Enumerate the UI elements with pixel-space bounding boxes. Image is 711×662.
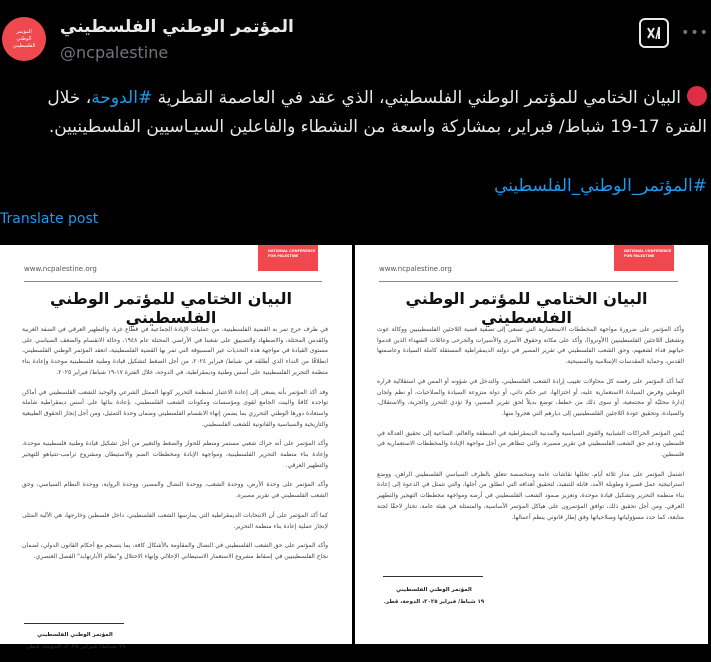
document-paragraph: يُثمن المؤتمر الحراكات الشبابية والقوى السياسية والمدنية الديمقراطية في المنطقة والعالم، الساعية إلى تحقيق العدالة في فلسطين ودعم حق الشعب الفلسطيني في تقرير مصيره، والتي تتظاهر من أجل مواجهة الإبادة والمخططات الاستعمارية في فلسطين. (377, 429, 684, 459)
signature-line: المؤتمر الوطني الفلسطيني (37, 632, 113, 638)
document-body (377, 325, 684, 532)
media-gallery (0, 245, 708, 650)
document-signature (20, 629, 130, 653)
document-title: البيان الختامي للمؤتمر الوطني الفلسطيني (405, 289, 648, 327)
document-signature (379, 584, 489, 608)
brand-logo (258, 245, 318, 271)
media-image-1[interactable] (0, 245, 352, 650)
post-text (10, 84, 707, 142)
red-circle-icon (687, 86, 707, 106)
document-paragraph: اشتمل المؤتمر على مدار ثلاثة أيام، تخللها نقاشات عامة ومتخصصة تتعلق بالظرف السياسي الفلسطيني الراهن، ووضع استراتيجية عمل قصيرة وطويلة الأمد، قابلة للتنفيذ، لتحقيق أهدافه التي انطلق من أجلها، والتي تتمثل في الدعوة إلى إعادة بناء منظمة التحرير وتشكيل قيادة موحدة، وتعزيز صمود الشعب الفلسطيني في أرضه ومواجهة مخططات التهجير والتطهير العرقي. ومن أجل تحقيق ذلك، توافق المؤتمرون على هياكل المؤتمر الأساسية، والمتمثلة في هيئة عامة، تختار لاحقًا لجنة متابعة، كما حدد مسؤولياتها وصلاحياتها وفق إطار قانوني ينظم أعمالها. (377, 470, 684, 521)
divider (24, 281, 322, 282)
document-paragraph: وأكد المؤتمر على أنه حراك شعبي مستمر ومنظم للحوار والضغط والتغيير من أجل تشكيل قيادة وطنية فلسطينية موحدة، وإعادة بناء منظمة التحرير الفلسطينية، ومواجهة الإبادة ومخططات الضم والاستيطان ومشروع ترامب-نتنياهو للتهجير والتطهير العرقي. (22, 440, 328, 469)
document-site-url: www.ncpalestine.org (24, 265, 97, 273)
document-paragraph: وقد أكد المؤتمر بأنه يسعى إلى إعادة الاعتبار لمنظمة التحرير كونها الممثل الشرعي والوحيد للشعب الفلسطيني في أماكن تواجده كافةً والبيت الجامع لقوى ومؤسسات ومكونات الشعب الفلسطيني، بإعادة بنائها على أسس ديمقراطية شاملة واستعادة دورها الوطني التحرري بما يضمن إنهاء الانقسام الفلسطيني وضمان وحدة التمثيل، ومن أجل إنجاز الحقوق الطبيعية والتاريخية والسياسية والقانونية للشعب الفلسطيني. (22, 388, 328, 428)
post-text-part: البيان الختامي للمؤتمر الوطني الفلسطيني، الذي عقد في العاصمة القطرية (152, 88, 681, 108)
document-paragraph: وأكد المؤتمر على حق الشعب الفلسطيني في النضال والمقاومة بالأشكال كافة، بما ينسجم مع أحكام القانون الدولي، لضمان نجاح الفلسطينيين في إسقاط مشروع الاستعمار الاستيطاني الإحلالي وإنهاء الاحتلال و"نظام الأبارتهايد" الفصل العنصري. (22, 542, 328, 560)
signature-line: ١٩ شباط/ فبراير ٢٠٢٥، الدوحة، قطر. (383, 599, 485, 605)
translate-post-link[interactable]: Translate post (0, 211, 99, 227)
brand-text: NATIONAL CONFERENCE (268, 249, 316, 253)
grok-button[interactable] (639, 18, 669, 48)
author-display-name[interactable]: المؤتمر الوطني الفلسطيني (60, 17, 294, 37)
signature-line: ١٩ شباط/ فبراير ٢٠٢٥، الدوحة، قطر. (24, 644, 126, 650)
document-paragraph: وأكد المؤتمر على ضرورة مواجهة المخططات الاستعمارية التي تسعى إلى تصفية قضية اللاجئين الفلسطينيين ووكالة غوث وتشغيل اللاجئين الفلسطينيين (الأونروا)، وأكد على مكانة وحقوق الأسرى والأسيرات والجرحى وعائلات الشهداء الذين قدموا حياتهم فداء لشعبهم، وحق الشعب الفلسطيني في تقرير المصير في دولته الديمقراطية المستقلة كاملة السيادة وعاصمتها القدس، وحماية المقدسات الإسلامية والمسيحية. (377, 326, 684, 366)
avatar-text-line: الوطني (16, 35, 32, 42)
signature-divider (24, 623, 124, 624)
document-body (22, 325, 328, 572)
hashtag-conference-link[interactable]: #المؤتمر_الوطني_الفلسطيني (494, 176, 707, 196)
hashtag-doha-link[interactable]: #الدوحة (91, 88, 153, 108)
brand-text: NATIONAL CONFERENCE (624, 249, 672, 253)
media-image-2[interactable] (355, 245, 708, 644)
brand-text: FOR PALESTINE (268, 254, 299, 258)
brand-logo (614, 245, 674, 271)
more-button[interactable] (681, 22, 709, 44)
document-paragraph: كما أكد المؤتمر على رفضه كل محاولات تغييب إرادة الشعب الفلسطيني، والتدخل في شؤونه أو المس في استقلالية قراره الوطني وفرض السيادة الاستعمارية عليه، أو اختزالها، عبر حكم ذاتي، أو دولة منزوعة السيادة والصلاحيات، أو نظم ولجان إدارة محليّة أو مجتمعية، أو سوى ذلك من خطط، توضع بديلاً لحق تقرير المصير، ولا تؤدي للتحرر والحرية، والاستقلال، والسيادة، وتحقيق عودة اللاجئين الفلسطينيين إلى ديارهم التي هجروا منها. (377, 377, 684, 417)
post-header (0, 0, 711, 80)
signature-line: المؤتمر الوطني الفلسطيني (396, 587, 472, 593)
avatar[interactable] (2, 17, 46, 61)
document-site-url: www.ncpalestine.org (379, 265, 452, 273)
author-handle[interactable]: @ncpalestine (60, 43, 169, 62)
document-paragraph: في ظرف حرج تمر به القضية الفلسطينية، من عمليات الإبادة الجماعية في قطاع غزة، والتطهير العرقي في الضفة الغربية والقدس المحتلة، والاضطهاد والتضييق على شعبنا في الأراضي المحتلة عام ١٩٤٨، وحالة الانقسام والضعف السياسي على مستوى القيادة في مواجهة هذه التحديات غير المسبوقة التي تمر بها القضية الفلسطينية، انعقد المؤتمر الوطني الفلسطيني، انطلاقًا من النداء الذي أطلقه في شباط/ فبراير ٢٠٢٤، من أجل الضغط لتشكيل قيادة وطنية فلسطينية موحدة وإعادة بناء منظمة التحرير الفلسطينية على أسس وطنية وديمقراطية، في الدوحة، خلال الفترة ١٧-١٩ شباط/ فبراير ٢٠٢٥. (22, 326, 328, 376)
more-icon: ••• (681, 25, 709, 41)
brand-text: FOR PALESTINE (624, 254, 655, 258)
avatar-text-line: الفلسطيني (12, 42, 36, 49)
grok-icon (645, 24, 663, 42)
document-paragraph: وأكد المؤتمر على وحدة الأرض، ووحدة الشعب، ووحدة النضال والمصير، ووحدة الرواية، ووحدة النظام السياسي، وحق الشعب الفلسطيني في تقرير مصيره. (22, 481, 328, 500)
document-title: البيان الختامي للمؤتمر الوطني الفلسطيني (50, 289, 292, 327)
avatar-text-line: المؤتمر (16, 28, 32, 35)
post-text-part: ، خلال الفترة 17-19 شباط/ فبراير، بمشاركة واسعة من النشطاء والفاعلين السيـاسيين الفلسطينيين. (47, 88, 707, 137)
document-paragraph: كما أكد المؤتمر على أن الانتخابات الديمقراطية التي يمارسها الشعب الفلسطيني، داخل فلسطين وخارجها، هي الآلية المثلى لإنجاز عملية إعادة بناء منظمة التحرير. (22, 511, 328, 530)
divider (379, 281, 678, 282)
signature-divider (383, 576, 483, 577)
